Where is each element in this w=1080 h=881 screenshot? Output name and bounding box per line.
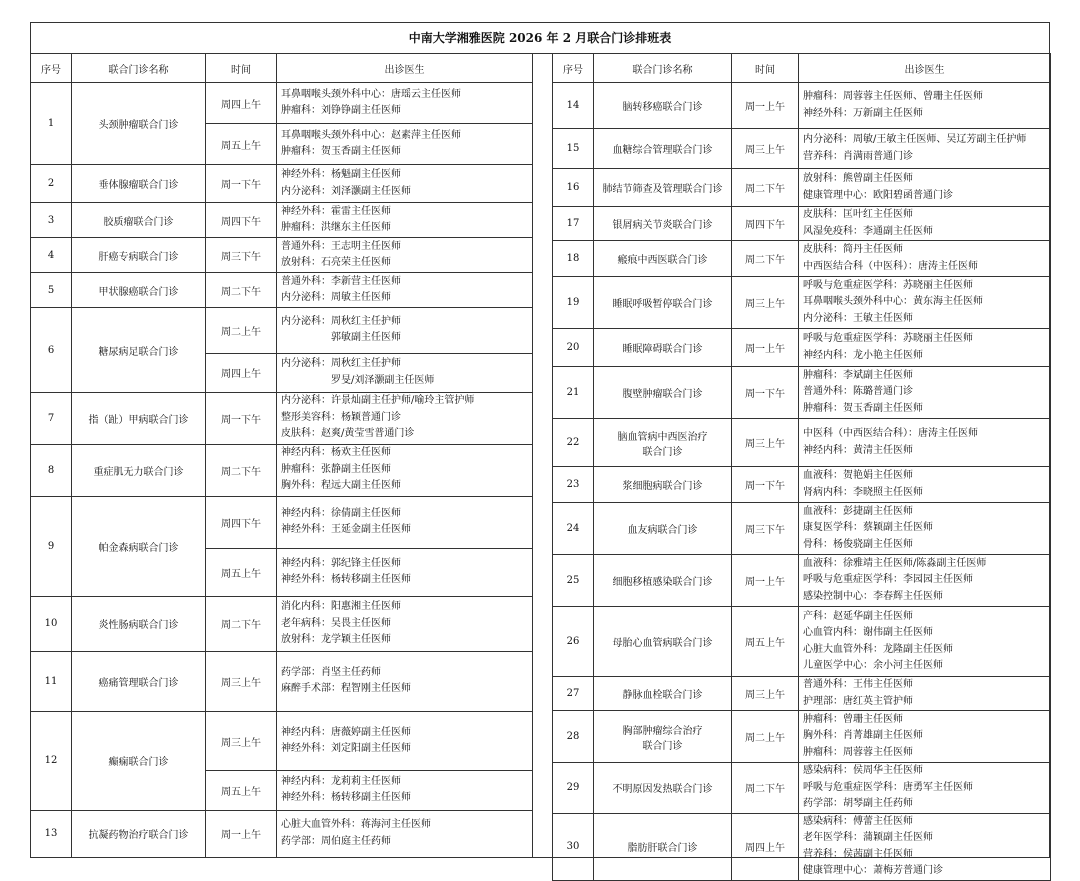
session-time: 周四下午	[732, 207, 799, 241]
doctor-line: 心脏大血管外科：蒋海河主任医师	[281, 819, 431, 831]
clinic-number: 1	[31, 83, 72, 165]
table-row	[553, 83, 1051, 129]
clinic-number: 27	[553, 677, 594, 711]
table-row	[553, 555, 1051, 607]
doctor-list	[799, 277, 1051, 329]
table-row	[553, 241, 1051, 277]
clinic-name-line: 胸部肿瘤综合治疗	[622, 725, 703, 737]
session-time: 周二上午	[732, 711, 799, 763]
table-row	[31, 392, 533, 444]
doctor-line: 内分泌科：周敏主任医师	[281, 292, 391, 304]
doctor-line: 肿瘤科：张静副主任医师	[281, 463, 391, 475]
clinic-name: 癌痛管理联合门诊	[72, 652, 206, 712]
doctor-line: 内分泌科：周敏/王敏主任医师、吴辽芳副主任护师	[803, 134, 1027, 145]
doctor-line: 神经内科：徐倩副主任医师	[281, 507, 401, 519]
clinic-name: 帕金森病联合门诊	[72, 496, 206, 596]
clinic-name: 静脉血栓联合门诊	[594, 677, 732, 711]
doctor-list	[799, 169, 1051, 207]
doctor-line: 神经外科：刘定阳副主任医师	[281, 743, 411, 755]
doctor-line: 神经外科：霍雷主任医师	[281, 205, 391, 217]
clinic-number: 10	[31, 596, 72, 652]
clinic-name: 血糖综合管理联合门诊	[594, 129, 732, 169]
table-row	[31, 444, 533, 496]
clinic-name: 睡眠呼吸暂停联合门诊	[594, 277, 732, 329]
doctor-line: 肿瘤科：李斌副主任医师	[803, 369, 913, 381]
clinic-name: 炎性肠病联合门诊	[72, 596, 206, 652]
doctor-line: 健康管理中心：萧梅芳普通门诊	[803, 865, 943, 876]
session-time: 周二下午	[206, 596, 277, 652]
doctor-line: 放射科：龙学颖主任医师	[281, 634, 391, 646]
doctor-line: 罗旻/刘泽灏副主任医师	[281, 374, 435, 386]
clinic-name-line: 脑血管病中西医治疗	[617, 431, 708, 443]
doctor-list	[277, 273, 533, 308]
doctor-line: 肿瘤科：周蓉蓉主任医师、曾珊主任医师	[803, 91, 983, 102]
doctor-line: 普通外科：陈璐普通门诊	[803, 386, 913, 398]
clinic-number: 17	[553, 207, 594, 241]
session-time: 周一下午	[206, 392, 277, 444]
header-clinic: 联合门诊名称	[72, 54, 206, 83]
clinic-number: 25	[553, 555, 594, 607]
clinic-number: 16	[553, 169, 594, 207]
session-time: 周一下午	[732, 467, 799, 503]
session-time: 周三下午	[206, 238, 277, 273]
doctor-list	[277, 124, 533, 165]
doctor-line: 营养科：肖满雨普通门诊	[803, 150, 913, 162]
doctor-line: 老年病科：吴畏主任医师	[281, 617, 391, 629]
table-row	[31, 165, 533, 203]
clinic-number: 5	[31, 273, 72, 308]
doctor-list	[799, 367, 1051, 419]
session-time: 周二下午	[732, 763, 799, 814]
doctor-list	[799, 83, 1051, 129]
doctor-list	[799, 467, 1051, 503]
table-row	[31, 203, 533, 238]
table-row	[553, 503, 1051, 555]
session-time: 周一下午	[732, 367, 799, 419]
doctor-line: 感染病科：傅蕾主任医师	[803, 815, 913, 827]
clinic-name: 脑转移癌联合门诊	[594, 83, 732, 129]
header-row	[553, 54, 1051, 83]
table-row	[31, 596, 533, 652]
doctor-line: 消化内科：阳惠湘主任医师	[281, 601, 401, 613]
clinic-number: 18	[553, 241, 594, 277]
doctor-line: 麻醉手术部：程智刚主任医师	[281, 683, 411, 695]
tables-area	[31, 53, 1049, 876]
doctor-line: 神经内科：唐薇婷副主任医师	[281, 726, 411, 738]
clinic-name: 银屑病关节炎联合门诊	[594, 207, 732, 241]
session-time: 周四上午	[732, 813, 799, 880]
doctor-line: 护理部：唐红英主管护师	[803, 695, 913, 707]
doctor-list	[799, 677, 1051, 711]
table-row	[553, 763, 1051, 814]
doctor-list	[277, 444, 533, 496]
session-time: 周三上午	[206, 652, 277, 712]
clinic-name: 头颈肿瘤联合门诊	[72, 83, 206, 165]
table-row	[31, 496, 533, 548]
session-time: 周三上午	[732, 129, 799, 169]
clinic-number: 20	[553, 329, 594, 367]
clinic-number: 6	[31, 308, 72, 392]
doctor-line: 耳鼻咽喉头颈外科中心：唐瑶云主任医师	[281, 88, 461, 100]
doctor-line: 健康管理中心：欧阳碧函普通门诊	[803, 189, 953, 201]
session-time: 周三上午	[732, 419, 799, 467]
clinic-name: 肺结节筛查及管理联合门诊	[594, 169, 732, 207]
clinic-number: 3	[31, 203, 72, 238]
doctor-line: 皮肤科：简丹主任医师	[803, 244, 903, 255]
doctor-list	[277, 596, 533, 652]
clinic-number: 9	[31, 496, 72, 596]
session-time: 周四下午	[206, 496, 277, 548]
table-row	[31, 308, 533, 353]
table-row	[553, 129, 1051, 169]
doctor-list	[799, 241, 1051, 277]
doctor-line: 整形美容科：杨颖普通门诊	[281, 411, 401, 423]
clinic-number: 26	[553, 607, 594, 677]
doctor-line: 中西医结合科（中医科）：唐涛主任医师	[803, 260, 978, 272]
doctor-line: 耳鼻咽喉头颈外科中心：赵素萍主任医师	[281, 129, 461, 141]
doctor-line: 感染病科：侯周华主任医师	[803, 765, 923, 776]
session-time: 周五上午	[206, 771, 277, 810]
clinic-name-line: 联合门诊	[642, 740, 683, 752]
doctor-line: 普通外科：王伟主任医师	[803, 679, 913, 690]
session-time: 周三上午	[732, 277, 799, 329]
doctor-line: 胸外科：程远大副主任医师	[281, 480, 401, 492]
doctor-line: 神经外科：杨转移副主任医师	[281, 792, 411, 804]
clinic-name: 糖尿病足联合门诊	[72, 308, 206, 392]
doctor-line: 神经外科：杨魁副主任医师	[281, 169, 401, 181]
doctor-list	[277, 83, 533, 124]
clinic-name: 腹壁肿瘤联合门诊	[594, 367, 732, 419]
clinic-number: 7	[31, 392, 72, 444]
doctor-line: 耳鼻咽喉头颈外科中心：黄东海主任医师	[803, 296, 983, 308]
doctor-line: 心血管内科：谢伟副主任医师	[803, 627, 933, 638]
doctor-line: 神经外科：王延金副主任医师	[281, 524, 411, 536]
schedule-table-left	[30, 53, 533, 858]
doctor-line: 肿瘤科：贺玉香副主任医师	[803, 402, 923, 414]
clinic-name: 瘢痕中西医联合门诊	[594, 241, 732, 277]
clinic-number: 11	[31, 652, 72, 712]
clinic-name: 不明原因发热联合门诊	[594, 763, 732, 814]
table-row	[553, 207, 1051, 241]
doctor-list	[799, 711, 1051, 763]
doctor-line: 肿瘤科：曾珊主任医师	[803, 713, 903, 725]
doctor-list	[799, 555, 1051, 607]
clinic-name: 胶质瘤联合门诊	[72, 203, 206, 238]
doctor-list	[799, 607, 1051, 677]
clinic-name	[594, 711, 732, 763]
clinic-name: 癫痫联合门诊	[72, 711, 206, 810]
clinic-number: 8	[31, 444, 72, 496]
clinic-number: 24	[553, 503, 594, 555]
doctor-line: 放射科：石亮荣主任医师	[281, 257, 391, 269]
table-row	[553, 329, 1051, 367]
session-time: 周一下午	[206, 165, 277, 203]
doctor-line: 肿瘤科：贺玉香副主任医师	[281, 146, 401, 158]
doctor-line: 神经内科：郭纪锋主任医师	[281, 557, 401, 569]
table-row	[553, 711, 1051, 763]
clinic-name	[594, 419, 732, 467]
session-time: 周五上午	[206, 124, 277, 165]
table-row	[553, 677, 1051, 711]
session-time: 周二下午	[206, 444, 277, 496]
header-doctors: 出诊医生	[277, 54, 533, 83]
session-time: 周三上午	[206, 711, 277, 771]
clinic-name: 甲状腺癌联合门诊	[72, 273, 206, 308]
doctor-list	[277, 165, 533, 203]
session-time: 周二上午	[206, 308, 277, 353]
doctor-line: 风湿免疫科：李通副主任医师	[803, 225, 933, 237]
session-time: 周三下午	[732, 503, 799, 555]
doctor-line: 普通外科：王志明主任医师	[281, 240, 401, 252]
doctor-line: 康复医学科：蔡颖副主任医师	[803, 522, 933, 534]
doctor-line: 普通外科：李新营主任医师	[281, 275, 401, 287]
doctor-line: 产科：赵延华副主任医师	[803, 610, 913, 622]
session-time: 周三上午	[732, 677, 799, 711]
doctor-line: 内分泌科：周秋红主任护师	[281, 315, 401, 327]
doctor-line: 内分泌科：刘泽灏副主任医师	[281, 185, 411, 197]
table-row	[553, 277, 1051, 329]
clinic-number: 29	[553, 763, 594, 814]
clinic-number: 4	[31, 238, 72, 273]
doctor-list	[277, 711, 533, 771]
header-no: 序号	[31, 54, 72, 83]
clinic-name: 指（趾）甲病联合门诊	[72, 392, 206, 444]
doctor-line: 药学部：胡琴副主任药师	[803, 798, 913, 809]
table-row	[31, 810, 533, 857]
doctor-line: 神经内科：杨欢主任医师	[281, 447, 391, 459]
doctor-line: 呼吸与危重症医学科：李园园主任医师	[803, 574, 973, 586]
table-row	[553, 419, 1051, 467]
doctor-line: 神经内科：龙小艳主任医师	[803, 349, 923, 361]
doctor-line: 儿童医学中心：余小河主任医师	[803, 660, 943, 671]
doctor-line: 中医科（中西医结合科）：唐涛主任医师	[803, 428, 978, 439]
doctor-line: 皮肤科：赵爽/黄莹雪普通门诊	[281, 428, 415, 440]
clinic-name: 母胎心血管病联合门诊	[594, 607, 732, 677]
doctor-line: 皮肤科：匡叶红主任医师	[803, 209, 913, 220]
doctor-line: 神经外科：万新副主任医师	[803, 107, 923, 119]
session-time: 周四上午	[206, 353, 277, 392]
doctor-line: 药学部：周伯庭主任药师	[281, 835, 391, 847]
session-time: 周二下午	[732, 169, 799, 207]
header-clinic: 联合门诊名称	[594, 54, 732, 83]
header-row	[31, 54, 533, 83]
doctor-list	[799, 129, 1051, 169]
doctor-line: 血液科：徐雅靖主任医师/陈淼副主任医师	[803, 557, 987, 569]
clinic-number: 28	[553, 711, 594, 763]
doctor-line: 内分泌科：王敏主任医师	[803, 312, 913, 324]
table-row	[31, 273, 533, 308]
doctor-line: 呼吸与危重症医学科：唐勇军主任医师	[803, 781, 973, 793]
schedule-sheet	[30, 22, 1050, 876]
doctor-line: 神经外科：杨转移副主任医师	[281, 574, 411, 586]
clinic-number: 12	[31, 711, 72, 810]
table-row	[31, 238, 533, 273]
table-row	[31, 711, 533, 771]
table-row	[553, 813, 1051, 880]
clinic-number: 21	[553, 367, 594, 419]
session-time: 周二下午	[206, 273, 277, 308]
doctor-list	[799, 763, 1051, 814]
doctor-line: 心脏大血管外科：龙隆副主任医师	[803, 643, 953, 655]
session-time: 周四上午	[206, 83, 277, 124]
clinic-number: 13	[31, 810, 72, 857]
doctor-line: 内分泌科：周秋红主任护师	[281, 358, 401, 370]
doctor-line: 郭敏副主任医师	[281, 332, 401, 344]
session-time: 周一上午	[732, 83, 799, 129]
clinic-number: 30	[553, 813, 594, 880]
session-time: 周一上午	[732, 329, 799, 367]
clinic-name: 浆细胞病联合门诊	[594, 467, 732, 503]
clinic-name: 脂肪肝联合门诊	[594, 813, 732, 880]
doctor-line: 血液科：贺艳娟主任医师	[803, 470, 913, 481]
doctor-line: 药学部：肖坚主任药师	[281, 666, 381, 678]
doctor-list	[277, 652, 533, 712]
doctor-list	[277, 238, 533, 273]
doctor-list	[277, 771, 533, 810]
session-time: 周二下午	[732, 241, 799, 277]
clinic-name: 睡眠障碍联合门诊	[594, 329, 732, 367]
session-time: 周一上午	[732, 555, 799, 607]
doctor-list	[799, 207, 1051, 241]
doctor-list	[277, 496, 533, 548]
doctor-line: 营养科：侯茜副主任医师	[803, 848, 913, 860]
clinic-name: 抗凝药物治疗联合门诊	[72, 810, 206, 857]
clinic-number: 14	[553, 83, 594, 129]
doctor-line: 内分泌科：许景灿副主任护师/喻玲主管护师	[281, 395, 475, 407]
clinic-number: 15	[553, 129, 594, 169]
doctor-list	[799, 813, 1051, 880]
doctor-line: 呼吸与危重症医学科：苏晓丽主任医师	[803, 279, 973, 291]
table-row	[31, 83, 533, 124]
header-time: 时间	[206, 54, 277, 83]
clinic-number: 2	[31, 165, 72, 203]
clinic-number: 23	[553, 467, 594, 503]
table-row	[31, 652, 533, 712]
clinic-name: 肝癌专病联合门诊	[72, 238, 206, 273]
doctor-line: 肿瘤科：洪继东主任医师	[281, 222, 391, 234]
doctor-list	[277, 308, 533, 353]
session-time: 周五上午	[732, 607, 799, 677]
doctor-list	[277, 353, 533, 392]
doctor-list	[277, 549, 533, 596]
doctor-list	[799, 419, 1051, 467]
doctor-line: 神经内科：龙莉莉主任医师	[281, 775, 401, 787]
clinic-name: 重症肌无力联合门诊	[72, 444, 206, 496]
doctor-line: 呼吸与危重症医学科：苏晓丽主任医师	[803, 333, 973, 344]
clinic-number: 22	[553, 419, 594, 467]
doctor-line: 放射科：熊曾副主任医师	[803, 173, 913, 184]
doctor-line: 神经内科：黄清主任医师	[803, 444, 913, 456]
session-time: 周五上午	[206, 549, 277, 596]
session-time: 周四下午	[206, 203, 277, 238]
doctor-line: 感染控制中心：李春辉主任医师	[803, 590, 943, 602]
table-row	[553, 367, 1051, 419]
doctor-line: 骨科：杨俊骁副主任医师	[803, 538, 913, 550]
doctor-list	[277, 810, 533, 857]
header-time: 时间	[732, 54, 799, 83]
table-row	[553, 467, 1051, 503]
header-doctors: 出诊医生	[799, 54, 1051, 83]
table-row	[553, 607, 1051, 677]
doctor-line: 血液科：彭捷副主任医师	[803, 505, 913, 517]
doctor-line: 肾病内科：李晓照主任医师	[803, 486, 923, 498]
clinic-name: 垂体腺瘤联合门诊	[72, 165, 206, 203]
doctor-list	[277, 392, 533, 444]
doctor-line: 老年医学科：蒲颖副主任医师	[803, 832, 933, 843]
doctor-line: 肿瘤科：周蓉蓉主任医师	[803, 746, 913, 758]
clinic-name: 血友病联合门诊	[594, 503, 732, 555]
doctor-list	[277, 203, 533, 238]
clinic-number: 19	[553, 277, 594, 329]
clinic-name: 细胞移植感染联合门诊	[594, 555, 732, 607]
table-row	[553, 169, 1051, 207]
sheet-title: 中南大学湘雅医院 2026 年 2 月联合门诊排班表	[31, 23, 1049, 54]
clinic-name-line: 联合门诊	[642, 446, 683, 458]
doctor-line: 肿瘤科：刘铮铮副主任医师	[281, 105, 401, 117]
header-no: 序号	[553, 54, 594, 83]
session-time: 周一上午	[206, 810, 277, 857]
doctor-line: 胸外科：肖菁雄副主任医师	[803, 730, 923, 742]
doctor-list	[799, 329, 1051, 367]
doctor-list	[799, 503, 1051, 555]
schedule-table-right	[552, 53, 1051, 881]
